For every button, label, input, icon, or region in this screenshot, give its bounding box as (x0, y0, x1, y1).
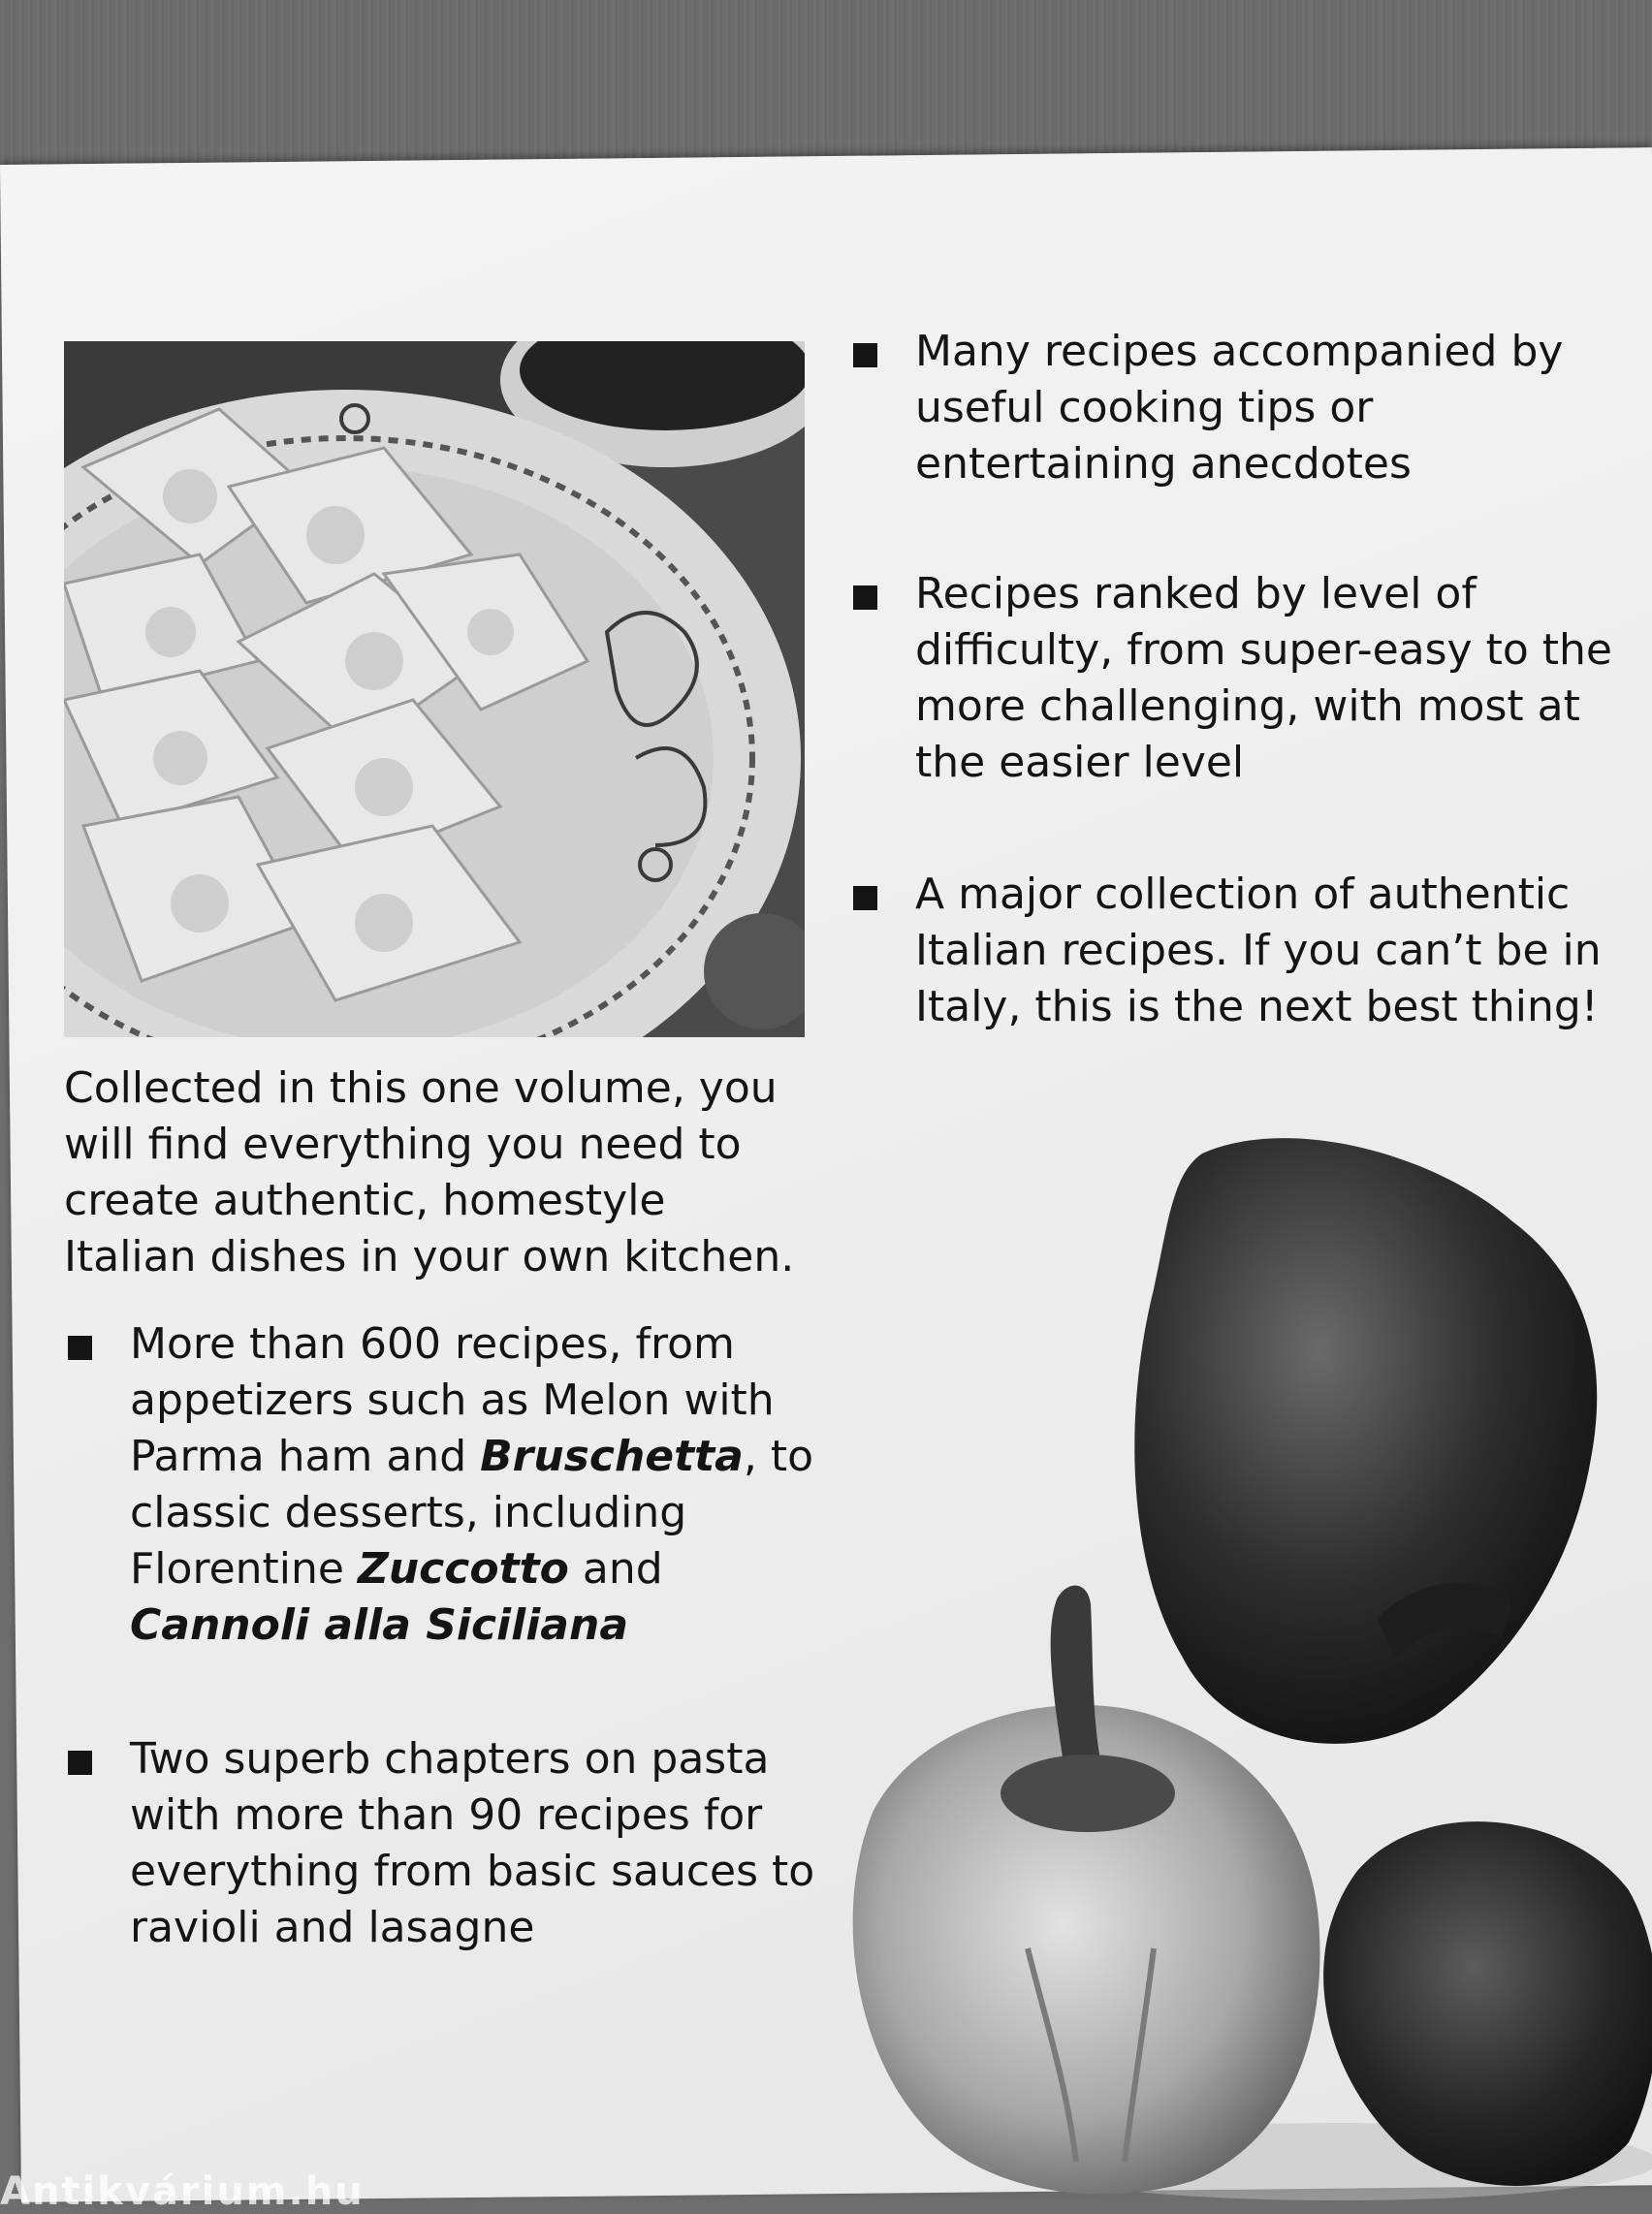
bullet-square-icon (853, 343, 877, 367)
bullet-text: A major collection of authentic Italian recipes. If you can’t be in Italy, this is the next best thing! (915, 870, 1602, 1031)
intro-paragraph: Collected in this one volume, you will find everything you need to create authentic, homestyle Italian dishes in your own kitchen. (64, 1063, 795, 1281)
bullet-text: Two superb chapters on pasta with more than 90 recipes for everything from basic sauces to ravioli and lasagne (130, 1734, 815, 1952)
bullet-square-icon (853, 585, 877, 610)
bullet-square-icon (853, 886, 877, 910)
ravioli-photo (64, 341, 805, 1037)
watermark-text: Antikvárium.hu (0, 2169, 365, 2214)
peppers-photo (834, 1115, 1652, 2202)
bullet-text: Recipes ranked by level of difficulty, from super-easy to the more challenging, with most at the easier level (915, 569, 1612, 787)
bullet-text: Many recipes accompanied by useful cooking tips or entertaining anecdotes (915, 327, 1564, 489)
bullet-square-icon (68, 1751, 92, 1775)
bullet-text: More than 600 recipes, from appetizers such as Melon with Parma ham and Bruschetta, to classic desserts, including Florentine Zuccotto and Cannoli alla Siciliana (130, 1319, 814, 1650)
bullet-square-icon (68, 1336, 92, 1360)
